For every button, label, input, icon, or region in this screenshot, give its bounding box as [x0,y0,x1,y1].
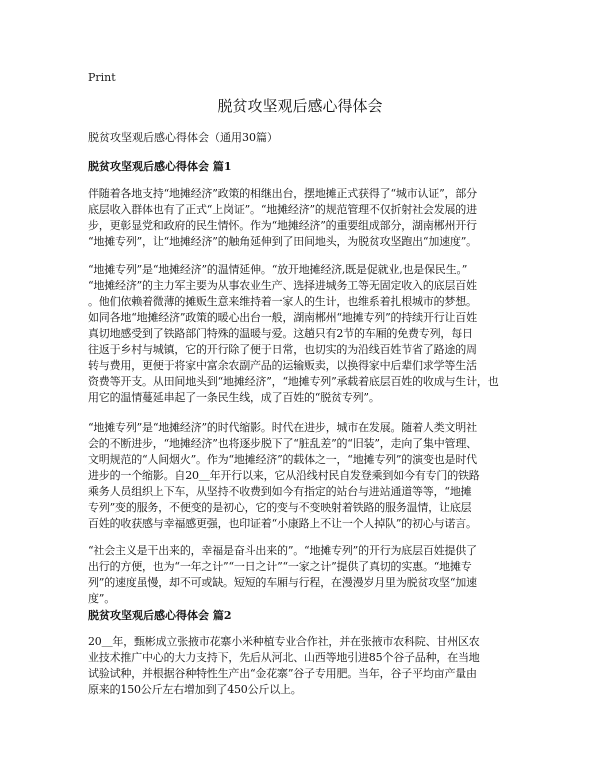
text-line: “地摊专列”是“地摊经济”的温情延伸。“放开地摊经济,既是促就业,也是保民生。” [88,263,468,276]
text-line: 会的不断进步，“地摊经济”也将逐步脱下了“脏乱差”的“旧装”，走向了集中管理、 [88,437,477,450]
text-line: “地摊专列”，让“地摊经济”的触角延伸到了田间地头，为脱贫攻坚跑出“加速度”。 [88,235,477,248]
text-line: 底层收入群体也有了正式“上岗证”。“地摊经济”的规范管理不仅折射社会发展的进 [88,203,477,216]
text-line: 。他们依赖着微薄的摊贩生意来维持着一家人的生计，也维系着扎根城市的梦想。 [88,295,477,308]
text-line: 用它的温情蔓延串起了一条民生线，成了百姓的“脱贫专列”。 [88,391,380,404]
text-line: “地摊经济”的主力军主要为从事农业生产、选择进城务工等无固定收入的底层百姓 [88,279,477,292]
text-line: 真切地感受到了铁路部门特殊的温暖与爱。这趟只有2节的车厢的免费专列，每日 [88,327,473,340]
text-line: 伴随着各地支持“地摊经济”政策的相继出台，摆地摊正式获得了“城市认证”，部分 [88,187,477,200]
text-line: 百姓的收获感与幸福感更强，也印证着“小康路上不让一个人掉队”的初心与诺言。 [88,517,477,530]
text-line: 业技术推广中心的大力支持下，先后从河北、山西等地引进85个谷子品种，在当地 [88,651,480,664]
paragraph [88,186,522,250]
text-line: 进步的一个缩影。自20＿年开行以来，它从沿线村民自发登乘到如今有专门的铁路 [88,469,480,482]
text-line: 转与费用，更便于将家中富余农副产品的运输贩卖，以换得家中后辈们求学等生活 [88,359,477,372]
text-line: 20＿年，甄彬成立张掖市花寨小米种植专业合作社，并在张掖市农科院、甘州区农 [88,635,480,648]
text-line: 资费等开支。从田间地头到“地摊经济”，“地摊专列”承载着底层百姓的收成与生计，也 [88,375,499,388]
document-subtitle: 脱贫攻坚观后感心得体会（通用30篇） [88,131,278,144]
paragraph [88,634,522,698]
print-link[interactable]: Print [88,71,116,84]
text-line: 步，更彰显党和政府的民生情怀。作为“地摊经济”的重要组成部分，湖南郴州开行 [88,219,477,232]
text-line: “社会主义是干出来的，幸福是奋斗出来的”。“地摊专列”的开行为底层百姓提供了 [88,544,477,557]
text-line: 乘务人员组织上下车，从坚持不收费到如今有指定的站台与进站通道等等，“地摊 [88,485,472,498]
text-line: 列”的速度虽慢，却不可或缺。短短的车厢与行程，在漫漫岁月里为脱贫攻坚“加速 [88,576,477,589]
text-line: 原来的150公斤左右增加到了450公斤以上。 [88,683,302,696]
paragraph [88,543,522,607]
page-title: 脱贫攻坚观后感心得体会 [217,97,383,115]
section-heading: 脱贫攻坚观后感心得体会 篇2 [88,609,232,622]
text-line: 试验试种，并根据谷种特性生产出“金花寨”谷子专用肥。当年，谷子平均亩产量由 [88,667,477,680]
text-line: 度”。 [88,592,116,605]
section-heading: 脱贫攻坚观后感心得体会 篇1 [88,160,232,173]
paragraph [88,262,522,406]
text-line: 文明规范的“人间烟火”。作为“地摊经济”的载体之一，“地摊专列”的演变也是时代 [88,453,477,466]
text-line: 往返于乡村与城镇，它的开行除了便于日常，也切实的为沿线百姓节省了路途的周 [88,343,477,356]
text-line: 出行的方便，也为“一年之计”“一日之计”“一家之计”提供了真切的实惠。“地摊专 [88,560,472,573]
text-line: 如同各地“地摊经济”政策的暖心出台一般，湖南郴州“地摊专列”的持续开行让百姓 [88,311,477,324]
paragraph [88,420,522,532]
text-line: “地摊专列”是“地摊经济”的时代缩影。时代在进步，城市在发展。随着人类文明社 [88,421,477,434]
text-line: 专列”变的服务，不便变的是初心，它的变与不变映射着铁路的服务温情，让底层 [88,501,472,514]
